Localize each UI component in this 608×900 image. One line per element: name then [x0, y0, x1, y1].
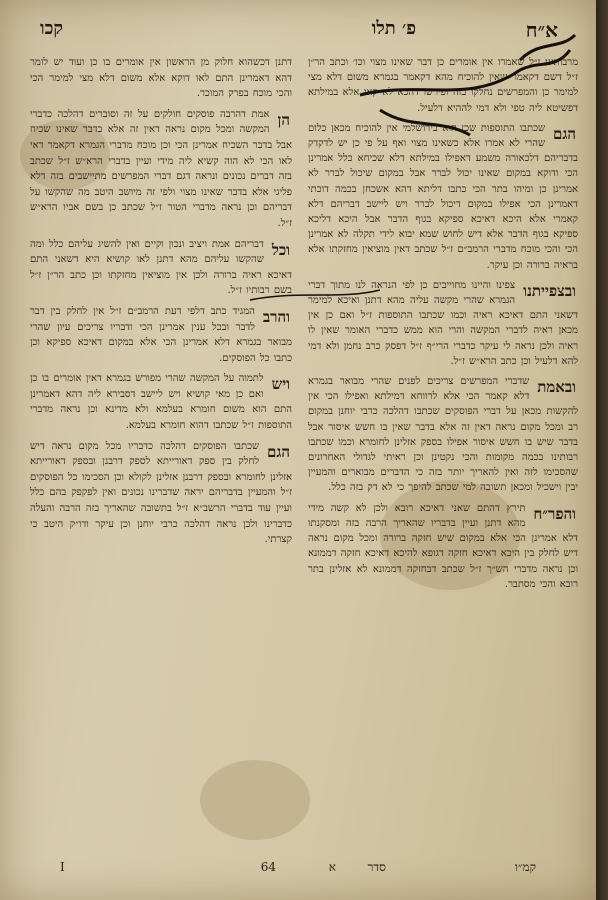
- paragraph-text: שדברי המפרשים צריכים לפנים שהרי מבואר בגמרא דלא קאמר הכי אלא לרווחא דמילתא ואפילו הכי אין להקשות מכאן על דברי הפוסקים שכתבו דהלכה כרבי יוחנן במקום רב ומכל מקום נראה דאין זה אלא בדבר שאין בו חשש איסור אבל בדבר שיש בו חשש איסור אפילו בספק אזלינן לחומרא וכמו שכתבו רבותינו בכמה מקומות והכי נקטינן וכן ראיתי לגדולי האחרונים שהסכימו לזה ואין להאריך יותר בזה כי הדברים מבוארים והמעיין יבין וישכיל ומכאן תשובה למי שכתב להיפך כי לא דק בזה כלל.: [308, 376, 578, 494]
- paragraph-text: אמת דהרבה פוסקים חולקים על זה וסוברים דהלכה כדברי המקשה ומכל מקום נראה דאין זה אלא בדבר שאינו שכיח אבל בדבר השכיח אמרינן הכי וכן מוכח מדברי הגמרא דקאמר דאי לאו הכי לא הוה קשיא ליה מידי ועיין בדברי הרא״ש ז״ל שכתב בזה דברים נכונים ונראה דגם דברי המפרשים מתיישבים בזה דלא פליגי אלא בדבר שאינו מצוי ולפי זה מיושב היטב מה שהקשו על דבריהם וכן נראה מדברי הטור ז״ל שכתב כן בשם אביו הרא״ש ז״ל.: [30, 108, 292, 229]
- footer-left: I: [60, 860, 65, 874]
- lemma-heading: וכל: [271, 240, 290, 259]
- paragraph-text: דבריהם אמת ויציב ונכון וקיים ואין להשיג עליהם כלל ומה שהקשו עליהם מהא דתנן לאו קושיא היא דשאני התם דאיכא ראיה ברורה ולכן אין מוציאין מחזקתו וכן כתב הר״ן ז״ל בשם רבותיו ז״ל.: [30, 238, 292, 297]
- page-footer: [60, 860, 536, 882]
- footer-section: סדר: [367, 860, 386, 874]
- lemma-heading: הגם: [553, 124, 576, 143]
- lemma-heading: והפר״ח: [533, 504, 576, 523]
- paragraph-text: תירץ דהתם שאני דאיכא רובא ולכן לא קשה מידי מהא דתנן ועיין בדבריו שהאריך הרבה בזה ומסקנתו דלא אמרינן הכי אלא במקום שיש חזקה ברורה ומכל מקום נראה דיש לחלק בין היכא דאיכא חזקה דגופא להיכא דאיכא חזקה דממונא וכן נראה מדברי הש״ך ז״ל שכתב דבחזקה דממונא לא אזלינן בתר רובא והכי מסתבר.: [308, 502, 578, 590]
- lemma-heading: ובאמת: [537, 378, 576, 397]
- lemma-heading: ובצפייתנו: [523, 281, 576, 300]
- ink-stroke: [250, 290, 380, 300]
- lemma-heading: הן: [277, 110, 290, 129]
- header-left: קכו: [40, 18, 64, 39]
- header-middle: פ׳ תלו: [371, 18, 416, 39]
- paragraph-text: מרבותינו ז״ל שאמרו אין אומרים כן דבר שאינו מצוי וכו׳ וכתב הר״ן ז״ל דשם דקאמר שאין להוכיח מהא דקאמר בגמרא משום דלא מצי למימר כן והמפרשים נחלקו בזה ופירשו דהכא לא קאי אלא במילתא דפשיטא ליה טפי ולא דמי לההיא דלעיל.: [308, 57, 578, 114]
- ink-stroke: [360, 35, 575, 135]
- header-right: א״ח: [525, 18, 558, 42]
- footer-mark: א: [328, 860, 336, 874]
- paragraph-text: לתמוה על המקשה שהרי מפורש בגמרא דאין אומרים בו כן ואם כן מאי קושיא ויש ליישב דסבירא ליה דהא דאמרינן התם הוא משום חומרא בעלמא ולא מדינא וכן נראה מדברי התוספות ז״ל שכתבו דהוא חומרא בעלמא.: [30, 373, 292, 432]
- page-number: 64: [260, 860, 276, 874]
- lemma-heading: הגם: [267, 442, 290, 461]
- paragraph-text: צפינו והיינו מחוייבים כן לפי הנראה לנו מתוך דברי הגמרא שהרי מקשה עליה מהא דתנן ואיכא למימר דשאני התם דאיכא ראיה וכמו שכתבו התוספות ז״ל ואם כן אין מכאן ראיה לדברי המקשה והרי הוא ממש כדברי האומר שאין לו ראיה ולכן נראה לי עיקר כדברי הרי״ף ז״ל דפסק כרב נחמן ולא דמי להא דלעיל וכן כתב הרא״ש ז״ל.: [308, 279, 578, 367]
- paragraph-text: המגיד כתב דלפי דעת הרמב״ם ז״ל אין לחלק בין דבר לדבר ובכל ענין אמרינן הכי ודבריו צריכים עיון שהרי מבואר בגמרא דלא אמרינן הכי אלא במקום דאיכא ספיקא וכן כתבו כל הפוסקים.: [30, 305, 292, 364]
- paragraph-text: דתנן דכשהוא חלוק מן הראשון אין אומרים בו כן ועוד יש לומר דהא דאמרינן התם לאו דוקא אלא משום דלא מצי למימר הכי והכי מוכח בפרק המוכר.: [30, 57, 292, 100]
- lemma-heading: והרב: [262, 307, 290, 326]
- paragraph-text: שכתבו התוספות שכן הוא בירושלמי אין להוכיח מכאן כלום שהרי לא אמרו אלא כשאינו מצוי ואף על פי כן יש לדקדק בדבריהם דלכאורה משמע דאפילו במילתא דלא שכיחא כלל אמרינן הכי ודוקא במקום שאינו יכול לברר אבל במקום שיכול לברר לא אמרינן כן ומיהו בתר הכי כתבו דליתא דהא אשכחן בכמה דוכתי דאמרינן הכי אפילו במקום דיכול לברר ויש ליישב דבריהם דלא קאמרי אלא היכא דאיכא ספיקא בגוף הדבר אבל היכא דליכא ספיקא בגוף הדבר אלא דיש לחוש שמא יבוא לידי תקלה לא אמרינן הכי והכי מוכח מדברי הרמב״ם ז״ל שכתב דאין מוציאין מחזקתו אלא בראיה ברורה וכן עיקר.: [308, 122, 578, 271]
- footer-signature: קמ״ו: [514, 860, 536, 874]
- paragraph-text: שכתבו הפוסקים דהלכה כדבריו מכל מקום נראה דיש לחלק בין ספק דאורייתא לספק דרבנן ובספק דאורייתא אזלינן לחומרא ובספק דרבנן אזלינן לקולא וכן הסכימו כל הפוסקים ז״ל והמעיין בדבריהם יראה שדברינו נכונים ואין לפקפק בהם כלל ועיין עוד בדברי הרשב״א ז״ל בתשובה שהאריך בזה הרבה והעלה כדברינו ולכן נראה דהלכה כרבי יוחנן וכן עיקר ודו״ק היטב כי קצרתי.: [30, 440, 292, 546]
- lemma-heading: ויש: [271, 375, 290, 394]
- page-edge: [596, 0, 608, 900]
